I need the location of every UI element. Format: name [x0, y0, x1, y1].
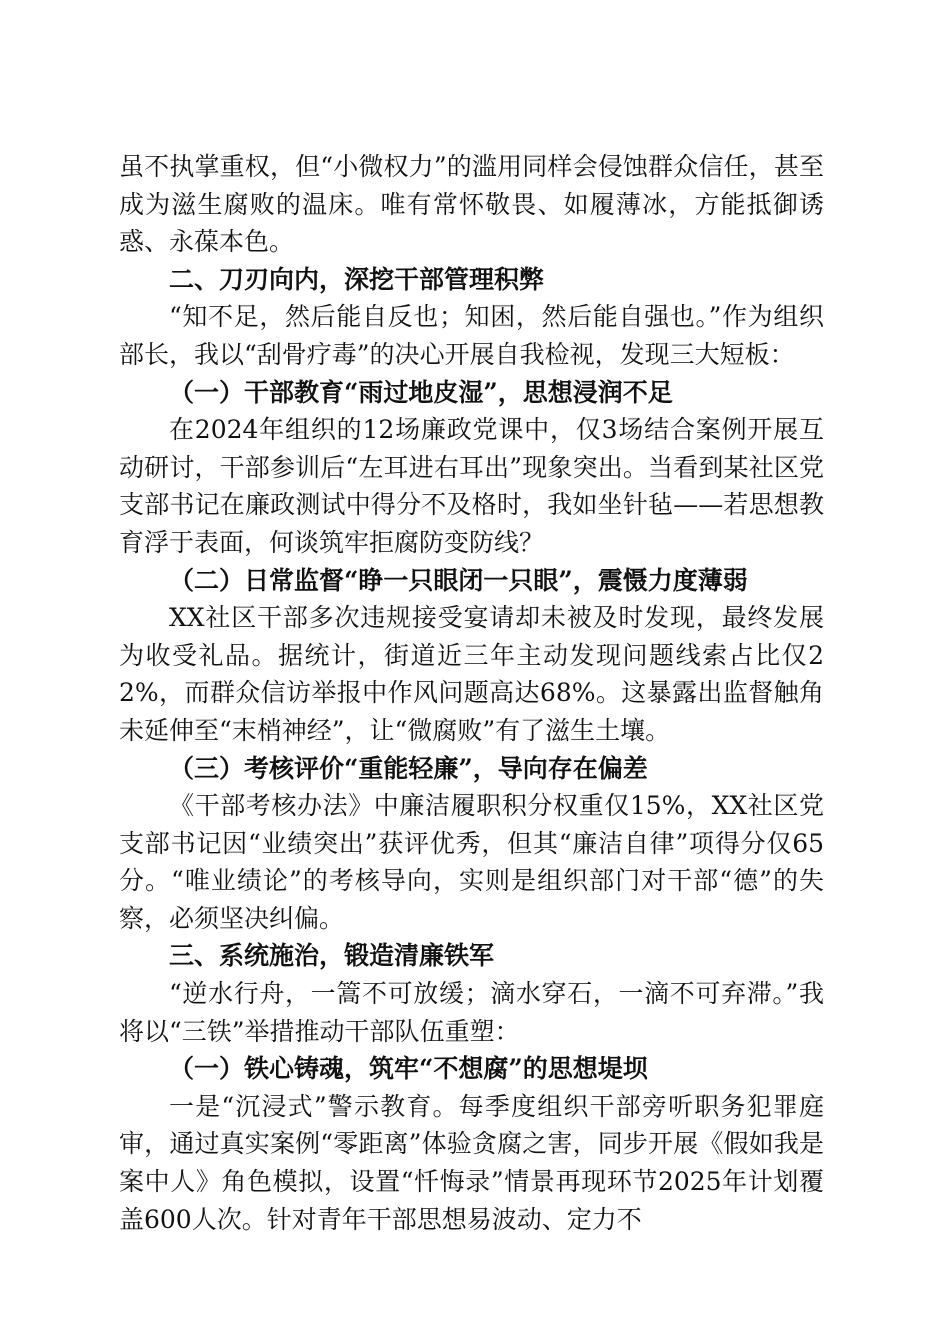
subsection-heading: （一）铁心铸魂，筑牢“不想腐”的思想堤坝 [169, 1054, 648, 1084]
body-paragraph: 《干部考核办法》中廉洁履职积分权重仅15%，XX社区党支部书记因“业绩突出”获评优秀，但其“廉洁自律”项得分仅65分。“唯业绩论”的考核导向，实则是组织部门对干部“德”的失察，必须坚决纠偏。 [119, 791, 824, 933]
subsection-heading: （三）考核评价“重能轻廉”，导向存在偏差 [169, 753, 648, 783]
section-heading: 三、系统施治，锻造清廉铁军 [169, 941, 495, 971]
body-paragraph: XX社区干部多次违规接受宴请却未被及时发现，最终发展为收受礼品。据统计，街道近三年主动发现问题线索占比仅22%，而群众信访举报中作风问题高达68%。这暴露出监督触角未延伸至“末梢神经”，让“微腐败”有了滋生土壤。 [119, 603, 824, 745]
section-heading: 二、刀刃向内，深挖干部管理积弊 [169, 264, 545, 294]
body-paragraph: 虽不执掌重权，但“小微权力”的滥用同样会侵蚀群众信任，甚至成为滋生腐败的温床。唯有常怀敬畏、如履薄冰，方能抵御诱惑、永葆本色。 [119, 152, 824, 257]
body-paragraph: 在2024年组织的12场廉政党课中，仅3场结合案例开展互动研讨，干部参训后“左耳进右耳出”现象突出。当看到某社区党支部书记在廉政测试中得分不及格时，我如坐针毡——若思想教育浮于表面，何谈筑牢拒腐防变防线？ [119, 415, 824, 557]
subsection-heading: （一）干部教育“雨过地皮湿”，思想浸润不足 [169, 377, 673, 407]
body-paragraph: “知不足，然后能自反也；知困，然后能自强也。”作为组织部长，我以“刮骨疗毒”的决心开展自我检视，发现三大短板： [119, 302, 824, 369]
subsection-heading: （二）日常监督“睁一只眼闭一只眼”，震慑力度薄弱 [169, 565, 748, 595]
body-paragraph: “逆水行舟，一篙不可放缓；滴水穿石，一滴不可弃滞。”我将以“三铁”举措推动干部队伍重塑： [119, 979, 824, 1046]
body-paragraph: 一是“沉浸式”警示教育。每季度组织干部旁听职务犯罪庭审，通过真实案例“零距离”体验贪腐之害，同步开展《假如我是案中人》角色模拟，设置“忏悔录”情景再现环节2025年计划覆盖600人次。针对青年干部思想易波动、定力不 [119, 1091, 824, 1234]
